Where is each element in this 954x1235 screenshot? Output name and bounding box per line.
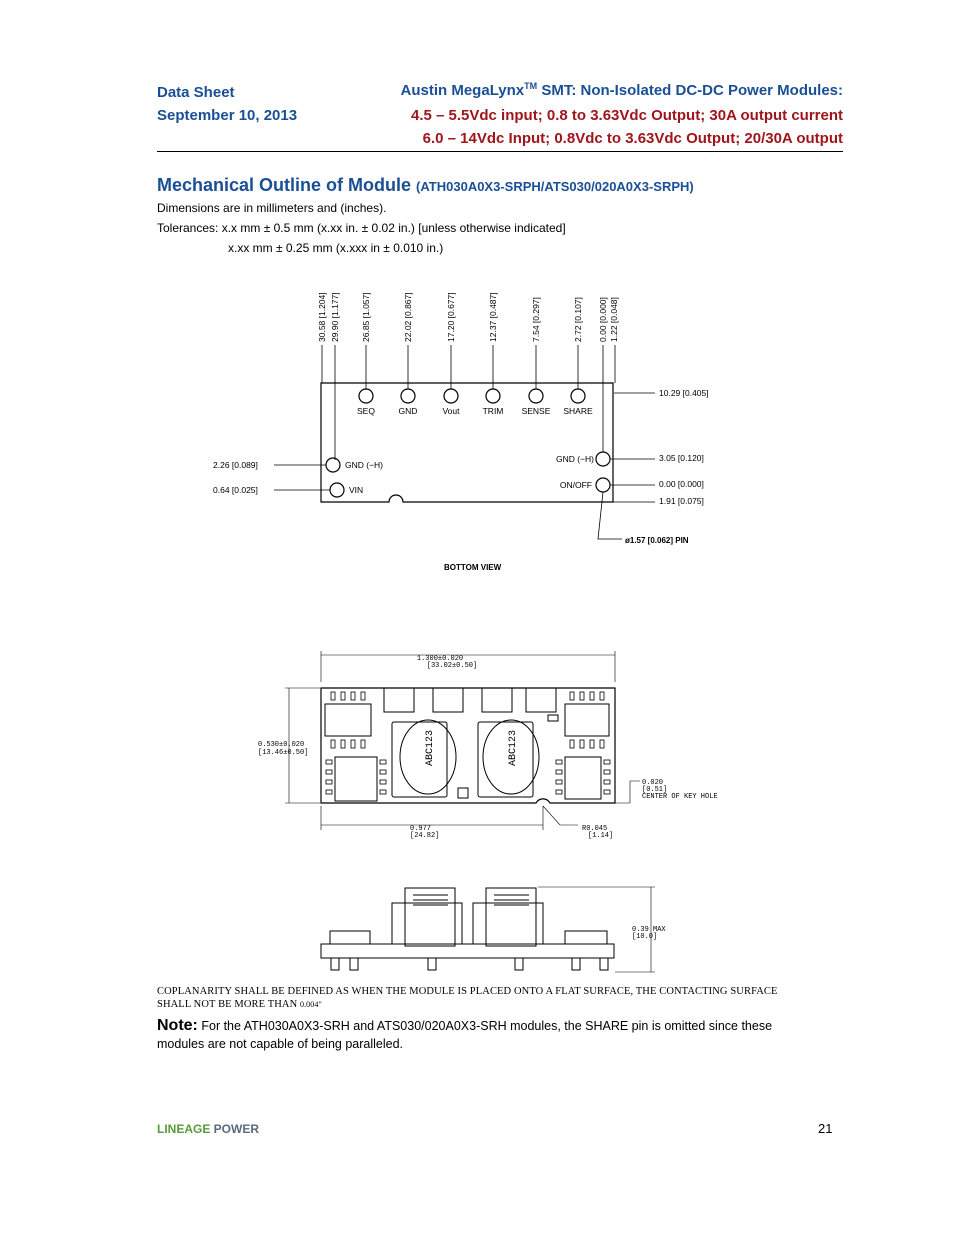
coplanarity-line-1: COPLANARITY SHALL BE DEFINED AS WHEN THE MODULE IS PLACED ONTO A FLAT SURFACE, THE CONTACTING SURFACE [157,986,778,997]
coplanarity-line-2 [157,999,322,1010]
bottom-dim-1: 0.977 [410,825,432,833]
inductor-1-label: ABC123 [425,729,436,766]
pin-label-vout: Vout [442,406,460,416]
bottom-view-title: BOTTOM VIEW [444,563,502,572]
pin-label-gnd-h-left: GND (−H) [345,460,384,470]
spec-line-1: 4.5 – 5.5Vdc input; 0.8 to 3.63Vdc Output; 30A output current [410,107,843,124]
pin-diameter-label: ø1.57 [0.062] PIN [625,536,689,545]
pin-label-share: SHARE [563,406,593,416]
note-text-2: modules are not capable of being paralleled. [157,1037,404,1051]
dim-right-4: 1.91 [0.075] [659,496,704,506]
pin-label-trim: TRIM [482,406,504,416]
note [157,1017,772,1035]
dim-right-3: 0.00 [0.000] [659,479,704,489]
dim-top-6: 12.37 [0.487] [488,292,498,342]
width-dim-1: 1.300±0.020 [416,655,464,663]
spec-line-2: 6.0 – 14Vdc Input; 0.8Vdc to 3.63Vdc Output; 20/30A output [422,130,843,147]
pin-label-sense: SENSE [521,406,551,416]
tolerance-line-2: x.xx mm ± 0.25 mm (x.xxx in ± 0.010 in.) [228,241,444,255]
dim-right-2: 3.05 [0.120] [659,453,704,463]
brand-power: POWER [210,1122,260,1136]
dim-top-3: 26.85 [1.057] [361,292,371,342]
dim-left-2: 0.64 [0.025] [213,485,258,495]
keyhole-dim-3: CENTER OF KEY HOLE [642,793,718,801]
dims-note: Dimensions are in millimeters and (inches). [157,201,387,215]
pin-share [571,389,585,403]
coplanarity-text: SHALL NOT BE MORE THAN [157,999,300,1010]
dim-top-8: 2.72 [0.107] [573,297,583,342]
pin-vin [330,483,344,497]
pin-label-gnd: GND [398,406,418,416]
dim-top-10: 1.22 [0.048] [609,297,619,342]
tolerance-line-1: Tolerances: x.x mm ± 0.5 mm (x.xx in. ± 0.02 in.) [unless otherwise indicated] [157,221,566,235]
pin-label-gnd-h-right: GND (−H) [555,454,594,464]
height-dim-1: 0.530±0.020 [258,741,305,749]
side-height-dim-2: [10.0] [632,933,658,941]
pin-sense [529,389,543,403]
side-view-board [321,944,614,958]
bottom-dim-2: [24.82] [410,832,440,840]
coplanarity-value: 0.004" [299,1000,322,1009]
dim-top-9: 0.00 [0.000] [598,297,608,342]
section-title-main: Mechanical Outline of Module [157,175,412,195]
pin-label-vin: VIN [349,485,364,495]
keyhole-dim-2: [0.51] [642,786,668,794]
pin-label-on-off: ON/OFF [559,480,592,490]
pin-gnd-h-right [596,452,610,466]
width-dim-2: [33.02±0.50] [426,662,478,670]
dim-top-2: 29.90 [1.177] [330,292,340,342]
note-label: Note: [157,1017,198,1034]
dim-top-7: 7.54 [0.297] [531,297,541,342]
doc-date: September 10, 2013 [157,107,298,124]
product-desc: SMT: Non-Isolated DC-DC Power Modules: [537,82,843,99]
side-height-dim-1: 0.39 MAX [632,926,666,934]
tm-mark: TM [524,81,538,91]
keyhole-dim-1: 0.020 [642,779,664,787]
pin-label-seq: SEQ [357,406,375,416]
footer-brand [157,1122,259,1136]
height-dim-2: [13.46±0.50] [258,749,309,757]
radius-dim-2: [1.14] [588,832,614,840]
brand-lineage: LINEAGE [157,1122,211,1136]
doc-type: Data Sheet [157,84,235,101]
dim-top-5: 17.20 [0.677] [446,292,456,342]
note-text-1: For the ATH030A0X3-SRH and ATS030/020A0X3-SRH modules, the SHARE pin is omitted since these [197,1019,773,1033]
pin-vout [444,389,458,403]
section-title-sub: (ATH030A0X3-SRPH/ATS030/020A0X3-SRPH) [416,179,694,194]
dim-top-4: 22.02 [0.867] [403,292,413,342]
pin-gnd-h-left [326,458,340,472]
pin-trim [486,389,500,403]
product-name: Austin MegaLynx [400,82,525,99]
dim-right-1: 10.29 [0.405] [659,388,709,398]
pin-gnd [401,389,415,403]
dim-top-1: 30.58 [1.204] [317,292,327,342]
page-number: 21 [818,1121,833,1136]
inductor-2-label: ABC123 [508,729,519,766]
dim-left-1: 2.26 [0.089] [213,460,258,470]
radius-dim-1: R0.045 [582,825,608,833]
pin-on-off [596,478,610,492]
pin-seq [359,389,373,403]
